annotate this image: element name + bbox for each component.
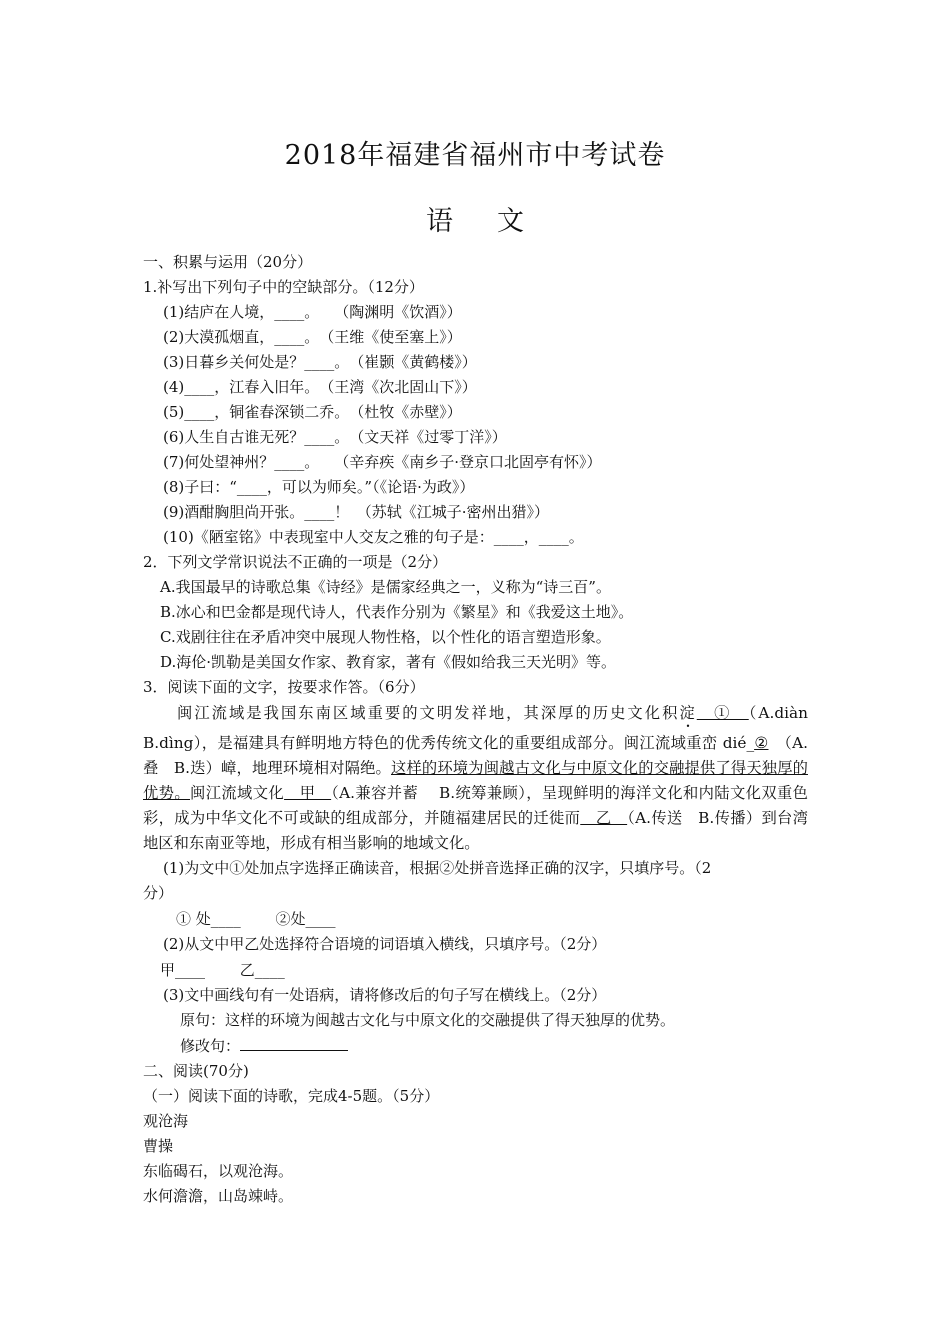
sub-question-cont: 分） <box>143 884 174 902</box>
poem-title: 观沧海 <box>143 1112 189 1130</box>
question-stem: 2．下列文学常识说法不正确的一项是（2分） <box>143 553 448 571</box>
poem-line: 水何澹澹，山岛竦峙。 <box>143 1187 294 1205</box>
fill-item: (6)人生自古谁无死？____。 （文天祥《过零丁洋》） <box>163 428 507 446</box>
option-c: C.戏剧往往在矛盾冲突中展现人物性格，以个性化的语言塑造形象。 <box>160 628 611 646</box>
sub-question: (2)从文中甲乙处选择符合语境的词语填入横线，只填序号。（2分） <box>163 935 607 953</box>
option-a: A.我国最早的诗歌总集《诗经》是儒家经典之一，义称为“诗三百”。 <box>160 578 611 596</box>
subject-char-1: 语 <box>426 206 453 237</box>
answer-line: ① 处____ ②处____ <box>176 910 336 928</box>
question-stem: 1.补写出下列句子中的空缺部分。（12分） <box>143 278 424 296</box>
reading-passage: 闽江流域是我国东南区域重要的文明发祥地，其深厚的历史文化积淀 ① （A.diàn B.dìng），是福建具有鲜明地方特色的优秀传统文化的重要组成部分。闽江流域重峦 dié_② （A.叠 B.迭）嶂，地理环境相对隔绝。这样的环境为闽越古文化与中原文化的交融提供了得天独厚的优势。闽江流域文化 甲 （A.兼容并蓄 B.统筹兼顾），呈现鲜明的海洋文化和内陆文化双重色彩，成为中华文化不可或缺的组成部分，并随福建居民的迁徙而 乙 （A.传送 B.传播）到台湾地区和东南亚等地，形成有相当影响的地域文化。 <box>143 704 809 852</box>
section-heading: 一、积累与运用（20分） <box>143 253 313 271</box>
fill-item: (8)子曰：“____，可以为师矣。”（《论语·为政》） <box>163 478 475 496</box>
fill-item: (7)何处望神州？____。 （辛弃疾《南乡子·登京口北固亭有怀》） <box>163 453 602 471</box>
revised-sentence: 修改句： <box>180 1036 348 1056</box>
answer-blank <box>240 1036 348 1051</box>
sub-question: (1)为文中①处加点字选择正确读音，根据②处拼音选择正确的汉字，只填序号。（2 <box>163 859 712 877</box>
option-d: D.海伦·凯勒是美国女作家、教育家，著有《假如给我三天光明》等。 <box>160 653 617 671</box>
subject-title <box>0 199 950 238</box>
blank-yi: 乙 <box>580 809 628 827</box>
sub-question: (3)文中画线句有一处语病，请将修改后的句子写在横线上。（2分） <box>163 986 607 1004</box>
blank-1: ① <box>696 704 749 722</box>
blank-2: ② <box>754 734 769 752</box>
poem-author: 曹操 <box>143 1137 174 1155</box>
fill-item: (9)酒酣胸胆尚开张。____！ （苏轼《江城子·密州出猎》） <box>163 503 550 521</box>
dotted-char: 淀 <box>679 704 697 722</box>
fill-item: (4)____，江春入旧年。 （王湾《次北固山下》） <box>163 378 477 396</box>
original-sentence: 原句：这样的环境为闽越古文化与中原文化的交融提供了得天独厚的优势。 <box>180 1011 676 1029</box>
subject-char-2: 文 <box>497 206 524 237</box>
section-heading: 二、阅读(70分) <box>143 1062 249 1080</box>
exam-title: 2018年福建省福州市中考试卷 <box>284 140 666 171</box>
blank-jia: 甲 <box>284 784 332 802</box>
part-heading: （一）阅读下面的诗歌，完成4-5题。（5分） <box>143 1087 440 1105</box>
option-b: B.冰心和巴金都是现代诗人，代表作分别为《繁星》和《我爱这土地》。 <box>160 603 634 621</box>
poem-line: 东临碣石，以观沧海。 <box>143 1162 294 1180</box>
fill-item: (5)____，铜雀春深锁二乔。 （杜牧《赤壁》） <box>163 403 462 421</box>
fill-item: (2)大漠孤烟直，____。 （王维《使至塞上》） <box>163 328 462 346</box>
underlined-sentence: 这样的环境为闽越古文化与中原文化的交融提供了得天独厚的优势。 <box>143 759 808 802</box>
fill-item: (3)日暮乡关何处是？____。 （崔颢《黄鹤楼》） <box>163 353 477 371</box>
fill-item: (1)结庐在人境，____。 （陶渊明《饮酒》） <box>163 303 462 321</box>
question-stem: 3．阅读下面的文字，按要求作答。（6分） <box>143 678 425 696</box>
fill-item: (10)《陋室铭》中表现室中人交友之雅的句子是：____，____。 <box>163 528 584 546</box>
answer-line: 甲____ 乙____ <box>160 961 285 979</box>
